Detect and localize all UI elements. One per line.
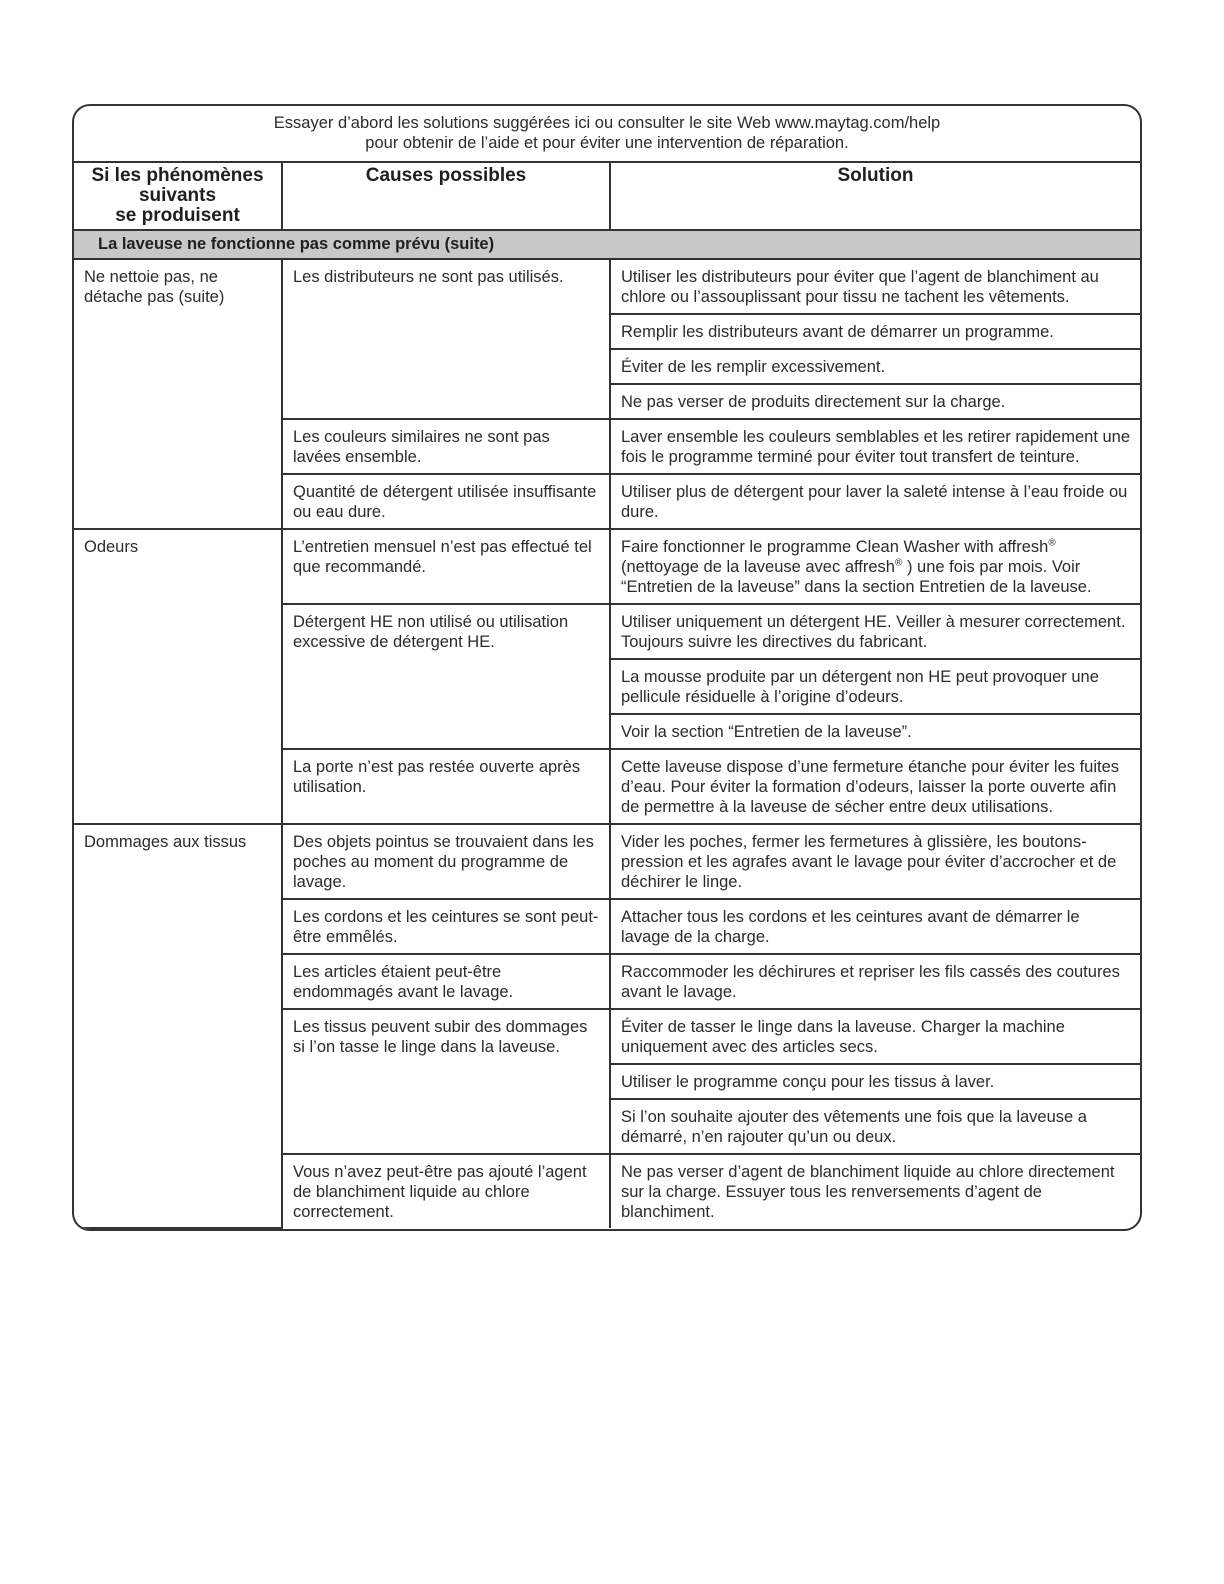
solution-text-part: Faire fonctionner le programme Clean Washer with affresh [621, 538, 1049, 556]
section-title: La laveuse ne fonctionne pas comme prévu (suite) [74, 230, 1140, 259]
solution-cell: Vider les poches, fermer les fermetures à glissière, les boutons-pression et les agrafes avant le lavage pour éviter d’accrocher et de déchirer le linge. [610, 824, 1140, 899]
cause-cell: Les tissus peuvent subir des dommages si l’on tasse le linge dans la laveuse. [282, 1009, 610, 1154]
troubleshooting-table-frame [72, 104, 1142, 1231]
solution-item: La mousse produite par un détergent non HE peut provoquer une pellicule résiduelle à l’origine d’odeurs. [611, 660, 1140, 715]
symptom-column-header [74, 163, 282, 230]
symptom-header-line-1: Si les phénomènes [91, 165, 264, 186]
cause-cell: L’entretien mensuel n’est pas effectué tel que recommandé. [282, 529, 610, 604]
causes-column-header: Causes possibles [282, 163, 610, 230]
cause-cell: Des objets pointus se trouvaient dans les poches au moment du programme de lavage. [282, 824, 610, 899]
symptom-header-line-2: suivants [138, 185, 217, 206]
solution-cell: Raccommoder les déchirures et repriser les fils cassés des coutures avant le lavage. [610, 954, 1140, 1009]
solution-cell: Laver ensemble les couleurs semblables et les retirer rapidement une fois le programme terminé pour éviter tout transfert de teinture. [610, 419, 1140, 474]
cause-cell: Quantité de détergent utilisée insuffisante ou eau dure. [282, 474, 610, 529]
section-row [74, 230, 1140, 259]
troubleshooting-table [74, 163, 1140, 1229]
solution-item: Éviter de tasser le linge dans la laveuse. Charger la machine uniquement avec des articles secs. [611, 1010, 1140, 1065]
table-row [74, 824, 1140, 899]
solution-item: Utiliser les distributeurs pour éviter que l’agent de blanchiment au chlore ou l’assouplissant pour tissu ne tachent les vêtements. [611, 260, 1140, 315]
registered-mark: ® [1048, 537, 1056, 549]
solution-column-header: Solution [610, 163, 1140, 230]
cause-cell: La porte n’est pas restée ouverte après utilisation. [282, 749, 610, 824]
solution-item: Remplir les distributeurs avant de démarrer un programme. [611, 315, 1140, 350]
cause-cell: Les couleurs similaires ne sont pas lavées ensemble. [282, 419, 610, 474]
solution-item: Si l’on souhaite ajouter des vêtements une fois que la laveuse a démarré, n’en rajouter qu’un ou deux. [621, 1108, 1087, 1146]
table-row [74, 529, 1140, 604]
table-row [74, 259, 1140, 419]
cause-cell: Vous n’avez peut-être pas ajouté l’agent de blanchiment liquide au chlore correctement. [282, 1154, 610, 1228]
symptom-cell: Dommages aux tissus [74, 824, 282, 1228]
solution-text-part: ) une fois par mois. Voir “Entretien de la laveuse” dans la section Entretien de la laveuse. [621, 558, 1092, 596]
registered-mark: ® [894, 557, 903, 569]
solution-cell [610, 1009, 1140, 1154]
cause-cell: Les articles étaient peut-être endommagés avant le lavage. [282, 954, 610, 1009]
symptom-header-line-3: se produisent [115, 205, 240, 226]
solution-cell [610, 529, 1140, 604]
cause-cell: Les distributeurs ne sont pas utilisés. [282, 259, 610, 419]
symptom-cell: Odeurs [74, 529, 282, 824]
intro-line-1: Essayer d’abord les solutions suggérées ici ou consulter le site Web www.maytag.com/help [273, 114, 941, 132]
solution-cell: Attacher tous les cordons et les ceintures avant de démarrer le lavage de la charge. [610, 899, 1140, 954]
solution-cell [610, 259, 1140, 419]
solution-cell: Utiliser plus de détergent pour laver la saleté intense à l’eau froide ou dure. [610, 474, 1140, 529]
intro-banner [74, 106, 1140, 163]
solution-text-part: (nettoyage de la laveuse avec affresh [621, 558, 895, 576]
solution-cell: Cette laveuse dispose d’une fermeture étanche pour éviter les fuites d’eau. Pour éviter la formation d’odeurs, laisser la porte ouverte afin de permettre à la laveuse de sécher entre deux utilisations. [610, 749, 1140, 824]
intro-line-2: pour obtenir de l’aide et pour éviter une intervention de réparation. [365, 134, 849, 152]
solution-item: Utiliser le programme conçu pour les tissus à laver. [611, 1065, 1140, 1100]
header-row [74, 163, 1140, 230]
solution-cell [610, 604, 1140, 749]
cause-cell: Les cordons et les ceintures se sont peut-être emmêlés. [282, 899, 610, 954]
cause-cell: Détergent HE non utilisé ou utilisation excessive de détergent HE. [282, 604, 610, 749]
solution-item: Voir la section “Entretien de la laveuse”. [621, 723, 912, 741]
solution-cell: Ne pas verser d’agent de blanchiment liquide au chlore directement sur la charge. Essuyer tous les renversements d’agent de blanchiment. [610, 1154, 1140, 1228]
symptom-cell: Ne nettoie pas, ne détache pas (suite) [74, 259, 282, 529]
solution-item: Ne pas verser de produits directement sur la charge. [621, 393, 1006, 411]
solution-item: Utiliser uniquement un détergent HE. Veiller à mesurer correctement. Toujours suivre les directives du fabricant. [611, 605, 1140, 660]
solution-item: Éviter de les remplir excessivement. [611, 350, 1140, 385]
